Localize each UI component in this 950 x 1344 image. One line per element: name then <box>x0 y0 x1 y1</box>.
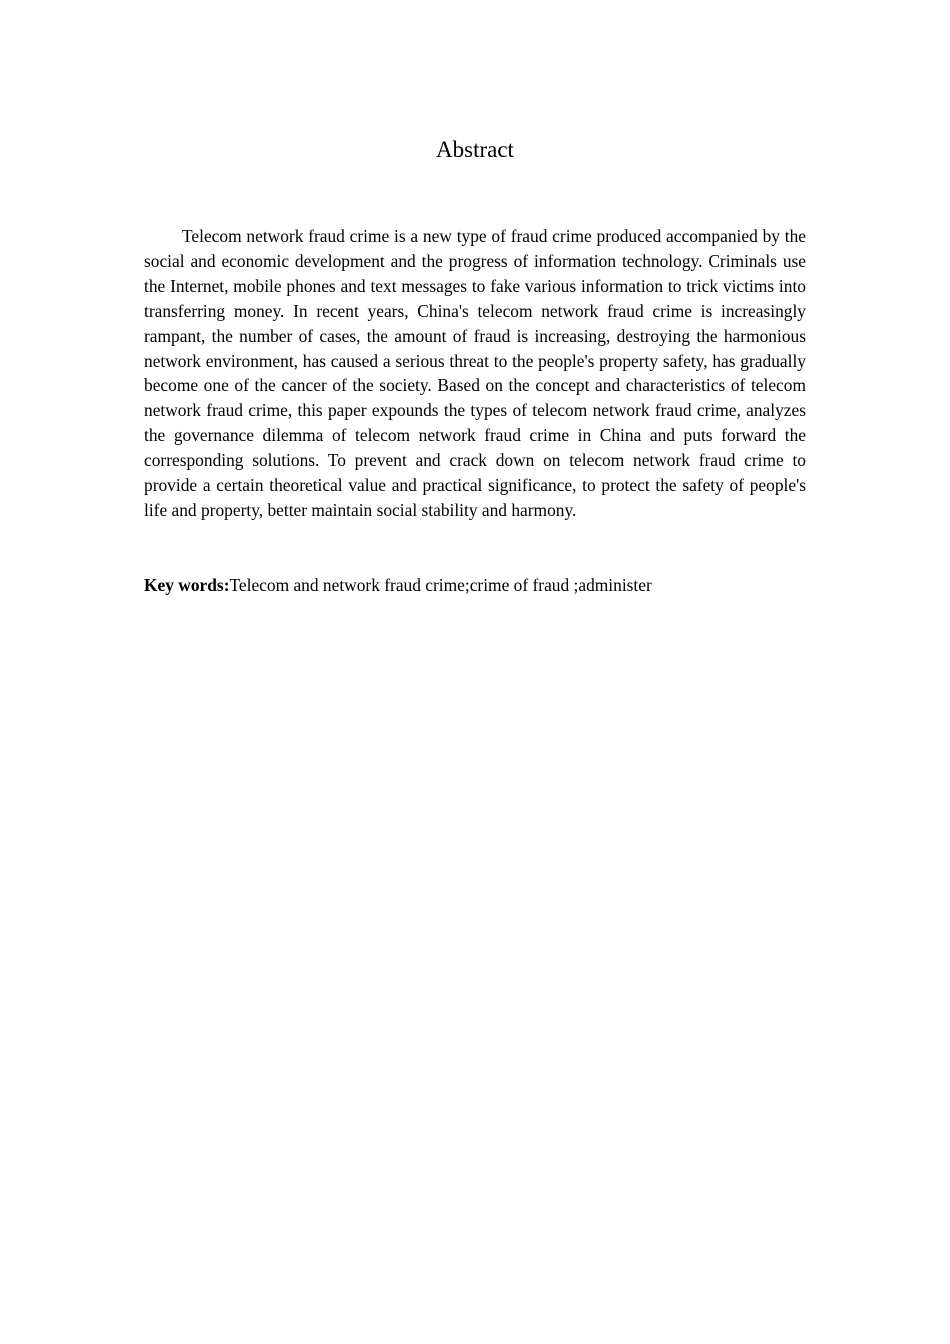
keywords-line <box>144 573 806 598</box>
abstract-paragraph: Telecom network fraud crime is a new type of fraud crime produced accompanied by the social and economic development and the progress of information technology. Criminals use the Internet, mobile phones and text messages to fake various information to trick victims into transferring money. In recent years, China's telecom network fraud crime is increasingly rampant, the number of cases, the amount of fraud is increasing, destroying the harmonious network environment, has caused a serious threat to the people's property safety, has gradually become one of the cancer of the society. Based on the concept and characteristics of telecom network fraud crime, this paper expounds the types of telecom network fraud crime, analyzes the governance dilemma of telecom network fraud crime in China and puts forward the corresponding solutions. To prevent and crack down on telecom network fraud crime to provide a certain theoretical value and practical significance, to protect the safety of people's life and property, better maintain social stability and harmony. <box>144 226 806 520</box>
page-title: Abstract <box>436 137 514 162</box>
keywords-text: Telecom and network fraud crime;crime of fraud ;administer <box>229 575 652 595</box>
keywords-label: Key words: <box>144 575 230 595</box>
